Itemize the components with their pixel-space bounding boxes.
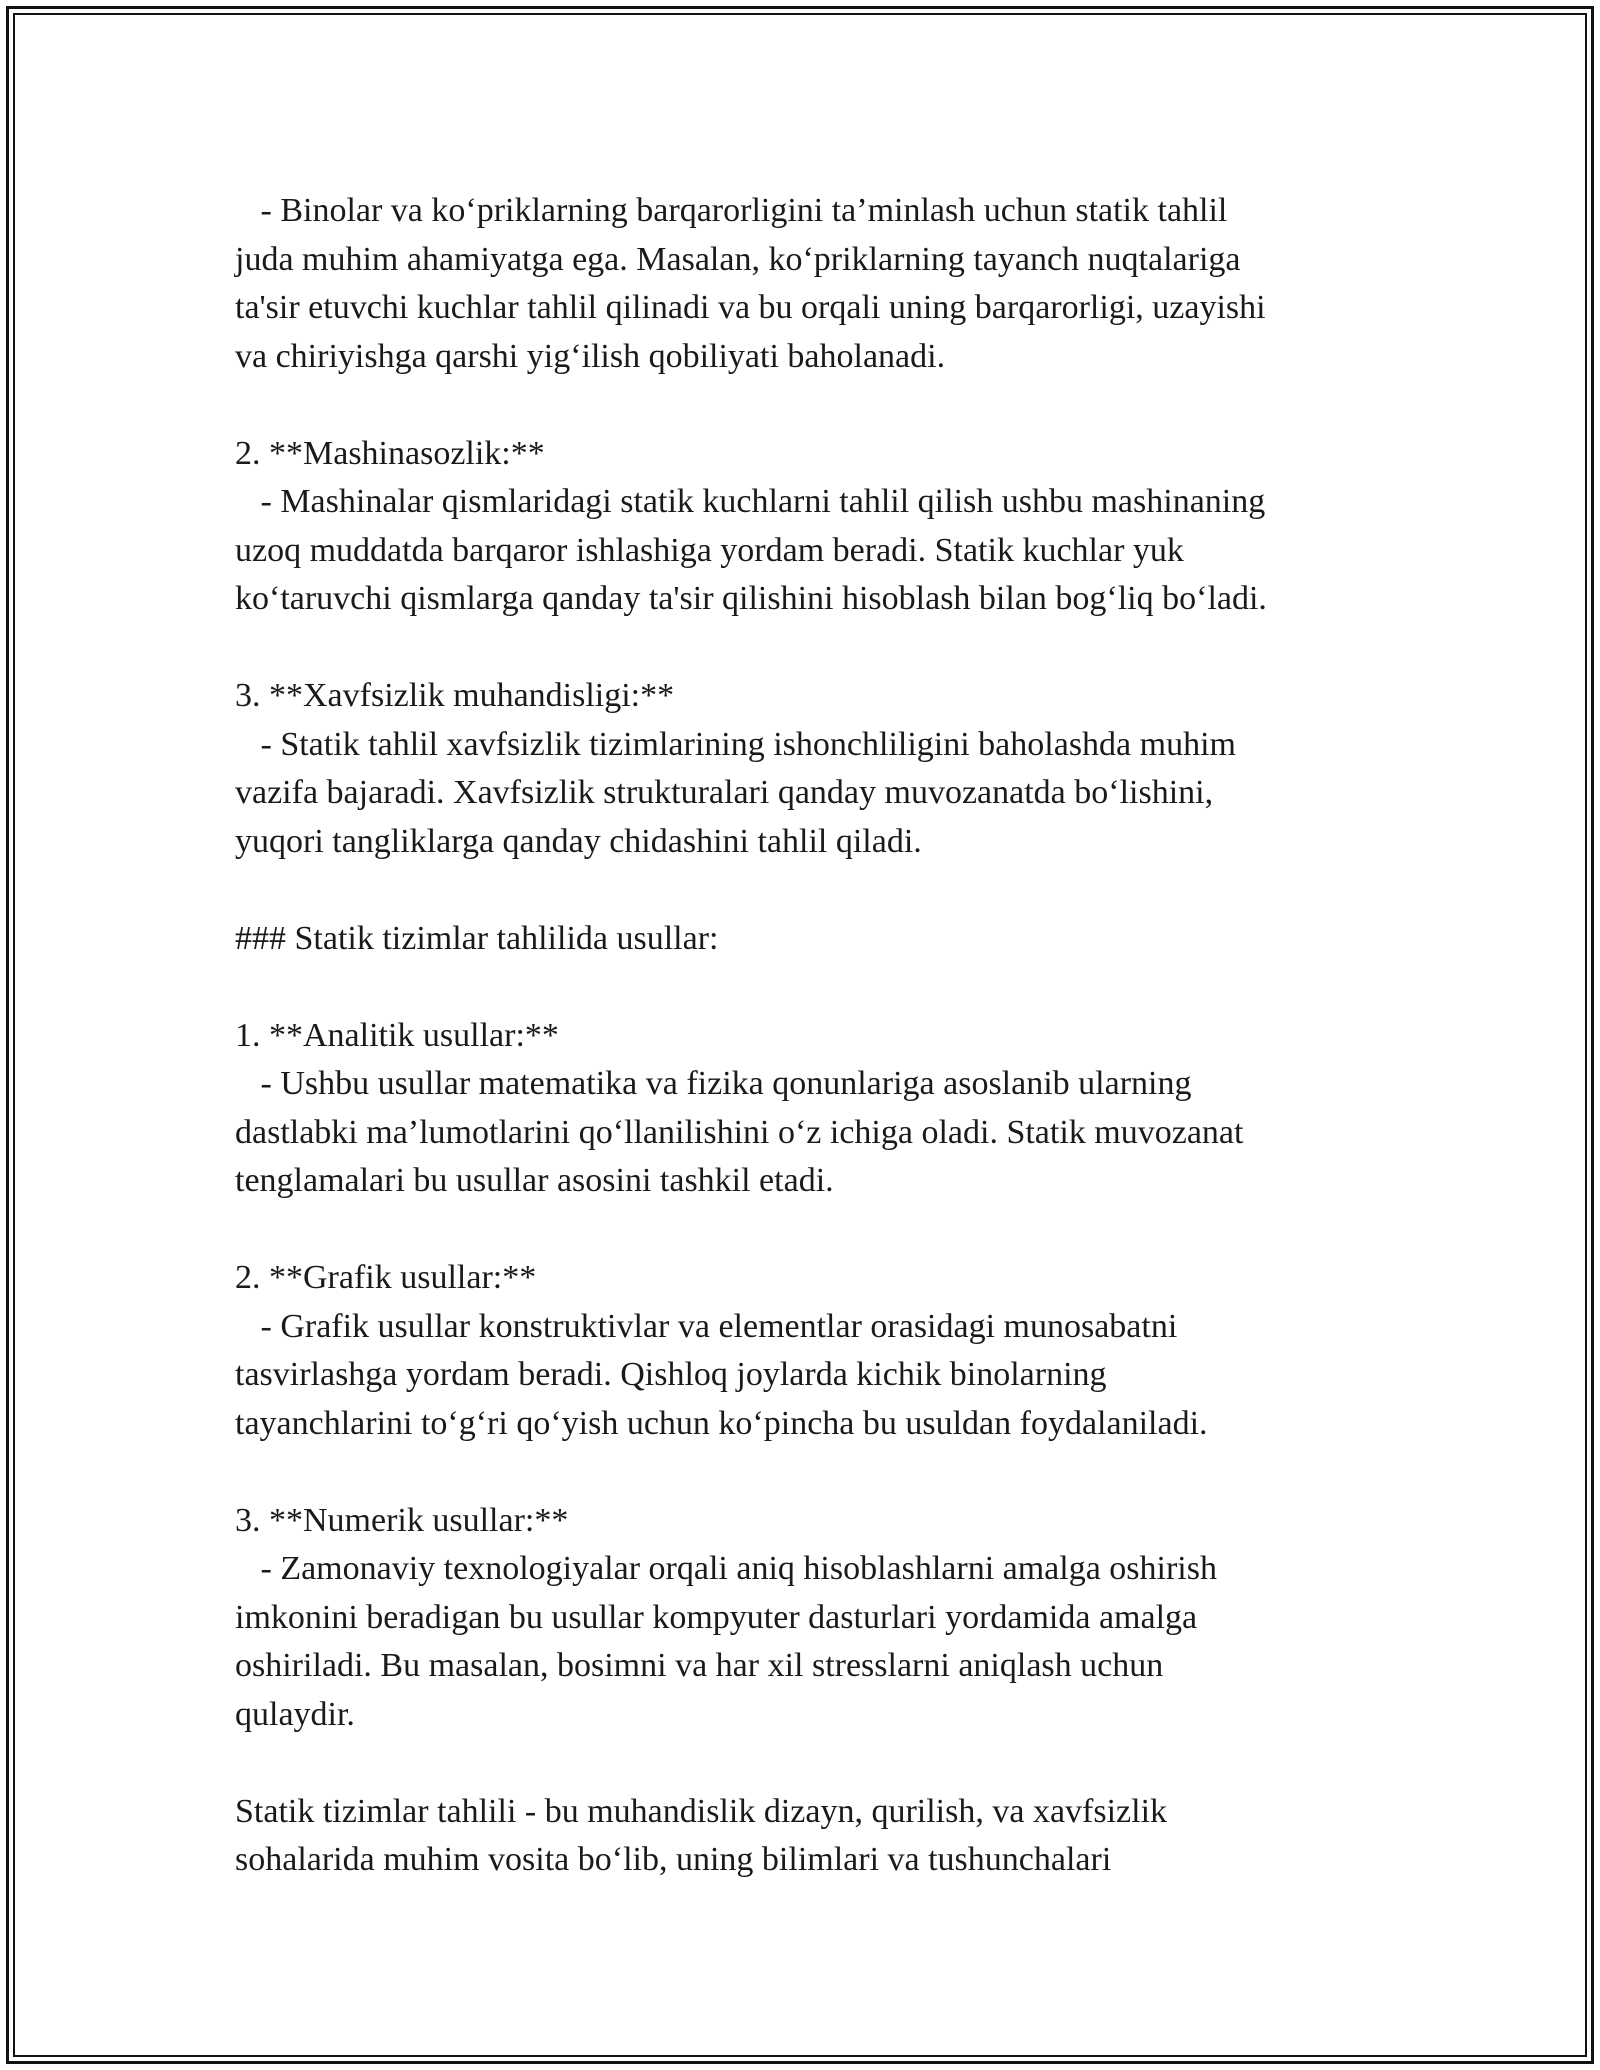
text-line: va chiriyishga qarshi yig‘ilish qobiliyati baholanadi.	[235, 337, 946, 375]
text-line: - Zamonaviy texnologiyalar orqali aniq hisoblashlarni amalga oshirish	[235, 1550, 1217, 1587]
text-line: tayanchlarini to‘g‘ri qo‘yish uchun ko‘pincha bu usuldan foydalaniladi.	[235, 1404, 1208, 1442]
conclusion-paragraph	[235, 1788, 1385, 1885]
section-numerik	[235, 1497, 1385, 1740]
section-grafik	[235, 1254, 1385, 1448]
text-line: sohalarida muhim vosita bo‘lib, uning bilimlari va tushunchalari	[235, 1841, 1112, 1878]
section-heading: 1. **Analitik usullar:**	[235, 1016, 559, 1054]
blank-line	[235, 1206, 1385, 1255]
text-line: - Ushbu usullar matematika va fizika qonunlariga asoslanib ularning	[235, 1065, 1192, 1102]
section-xavfsizlik	[235, 672, 1385, 866]
blank-line	[235, 1739, 1385, 1788]
text-line: yuqori tangliklarga qanday chidashini tahlil qiladi.	[235, 822, 922, 860]
blank-line	[235, 866, 1385, 915]
text-line: qulaydir.	[235, 1695, 355, 1733]
text-line: uzoq muddatda barqaror ishlashiga yordam beradi. Statik kuchlar yuk	[235, 531, 1184, 569]
text-line: - Statik tahlil xavfsizlik tizimlarining ishonchliligini baholashda muhim	[235, 725, 1236, 763]
section-heading: 2. **Mashinasozlik:**	[235, 434, 545, 472]
blank-line	[235, 1448, 1385, 1497]
document-body	[235, 187, 1385, 1885]
section-heading: 2. **Grafik usullar:**	[235, 1259, 537, 1296]
methods-heading: ### Statik tizimlar tahlilida usullar:	[235, 919, 719, 957]
intro-paragraph	[235, 187, 1385, 381]
text-line: - Grafik usullar konstruktivlar va elementlar orasidagi munosabatni	[235, 1307, 1178, 1345]
text-line: oshiriladi. Bu masalan, bosimni va har xil stresslarni aniqlash uchun	[235, 1647, 1164, 1684]
blank-line	[235, 963, 1385, 1012]
text-line: - Mashinalar qismlaridagi statik kuchlarni tahlil qilish ushbu mashinaning	[235, 483, 1266, 520]
blank-line	[235, 624, 1385, 673]
text-line: Statik tizimlar tahlili - bu muhandislik dizayn, qurilish, va xavfsizlik	[235, 1792, 1168, 1830]
section-heading: 3. **Numerik usullar:**	[235, 1501, 569, 1539]
text-line: tenglamalari bu usullar asosini tashkil etadi.	[235, 1162, 834, 1199]
section-analitik	[235, 1012, 1385, 1206]
text-line: tasvirlashga yordam beradi. Qishloq joylarda kichik binolarning	[235, 1356, 1107, 1393]
text-line: imkonini beradigan bu usullar kompyuter dasturlari yordamida amalga	[235, 1598, 1198, 1636]
section-mashinasozlik	[235, 430, 1385, 624]
blank-line	[235, 381, 1385, 430]
text-line: - Binolar va ko‘priklarning barqarorligini ta’minlash uchun statik tahlil	[235, 192, 1228, 229]
text-line: juda muhim ahamiyatga ega. Masalan, ko‘priklarning tayanch nuqtalariga	[235, 240, 1241, 278]
section-heading: 3. **Xavfsizlik muhandisligi:**	[235, 677, 675, 714]
text-line: ta'sir etuvchi kuchlar tahlil qilinadi va bu orqali uning barqarorligi, uzayishi	[235, 289, 1266, 326]
text-line: vazifa bajaradi. Xavfsizlik strukturalari qanday muvozanatda bo‘lishini,	[235, 774, 1214, 811]
text-line: ko‘taruvchi qismlarga qanday ta'sir qilishini hisoblash bilan bog‘liq bo‘ladi.	[235, 580, 1267, 617]
text-line: dastlabki ma’lumotlarini qo‘llanilishini o‘z ichiga oladi. Statik muvozanat	[235, 1113, 1244, 1151]
